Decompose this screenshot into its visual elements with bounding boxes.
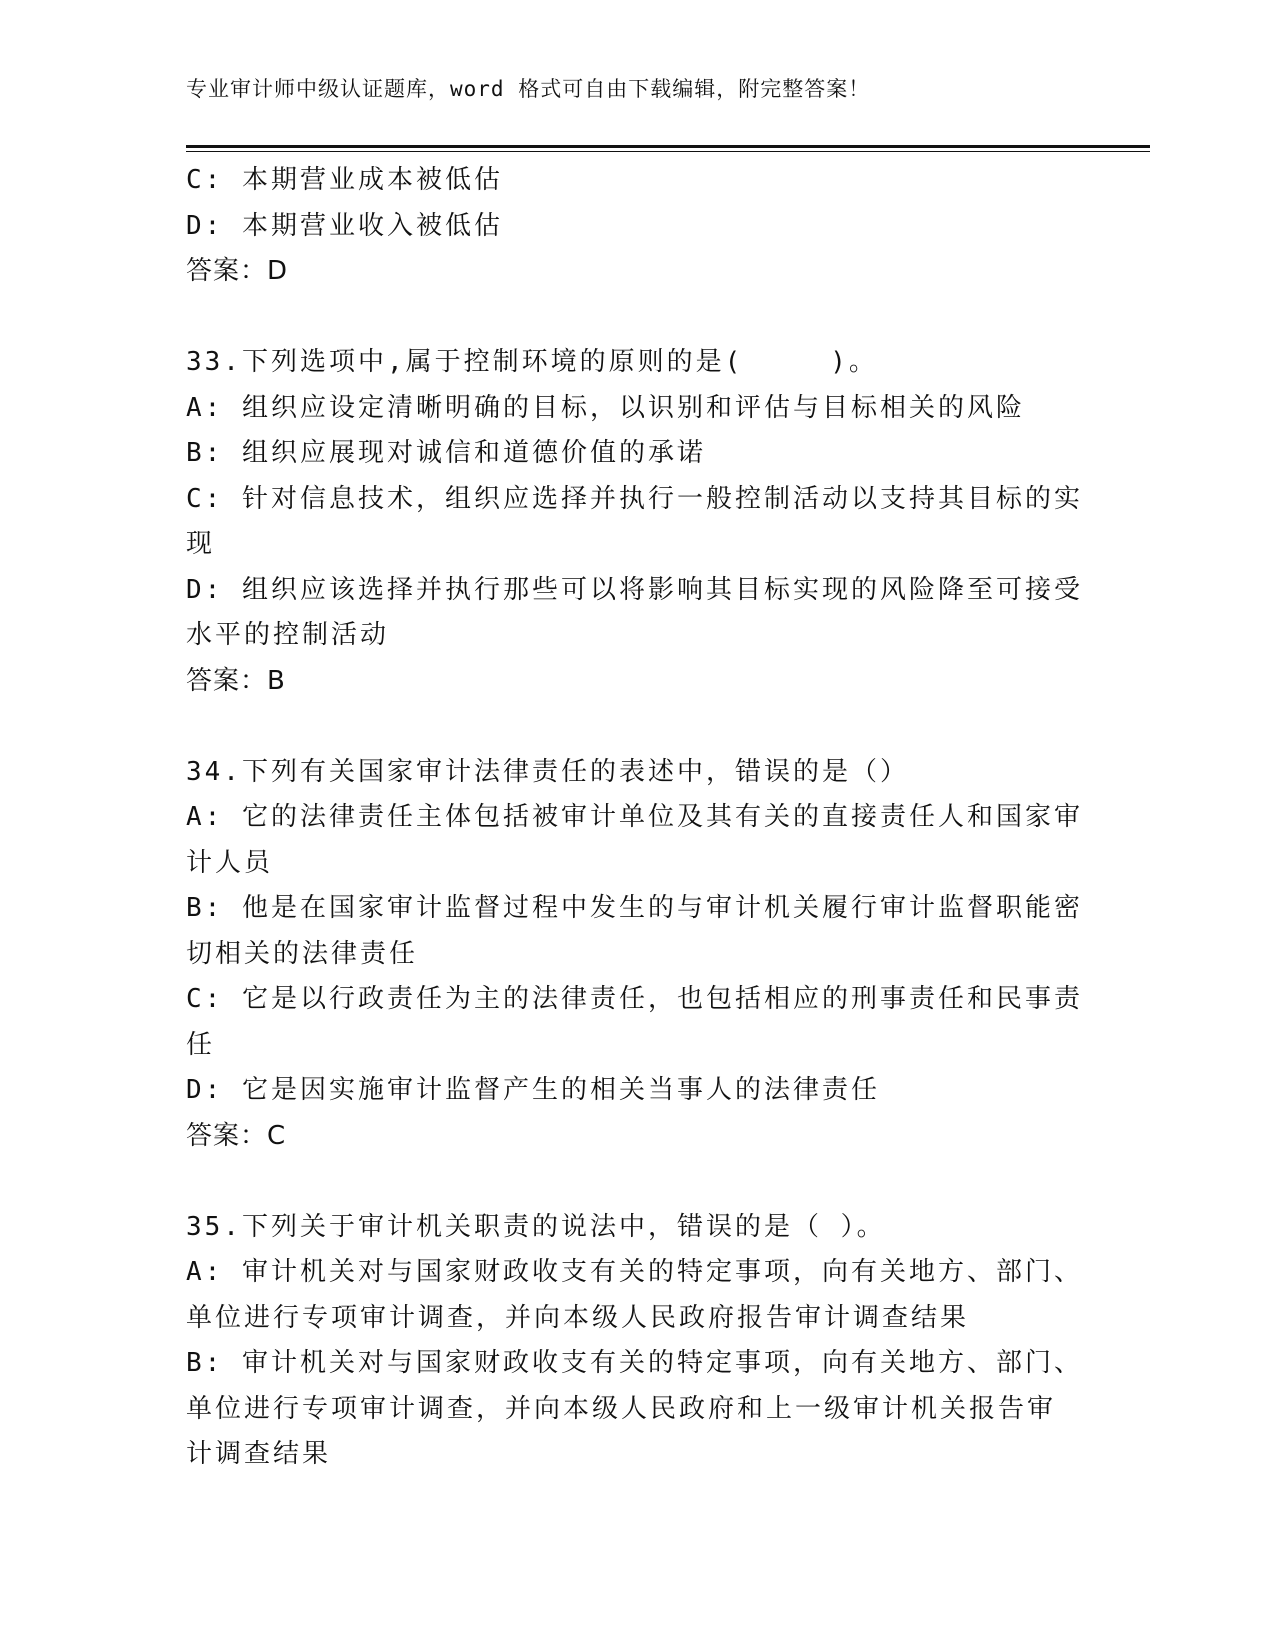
option-a: A: 审计机关对与国家财政收支有关的特定事项，向有关地方、部门、 [186, 1257, 1083, 1287]
option-d: D: 本期营业收入被低估 [186, 210, 503, 241]
option-b-continued: 单位进行专项审计调查，并向本级人民政府和上一级审计机关报告审 [186, 1393, 1057, 1424]
question-35 [186, 1205, 1086, 1478]
question-title: 33.下列选项中,属于控制环境的原则的是( )。 [186, 347, 878, 377]
option-c: C: 本期营业成本被低估 [186, 165, 503, 195]
document-header: 专业审计师中级认证题库，word 格式可自由下载编辑，附完整答案！ [186, 77, 871, 101]
option-b: B: 审计机关对与国家财政收支有关的特定事项，向有关地方、部门、 [186, 1348, 1083, 1378]
option-d-continued: 水平的控制活动 [186, 620, 390, 650]
question-32-tail [186, 158, 1086, 295]
option-c-continued: 现 [186, 529, 216, 559]
option-b: B: 他是在国家审计监督过程中发生的与审计机关履行审计监督职能密 [186, 893, 1083, 923]
spacer [186, 295, 1086, 341]
answer-line: 答案：C [186, 1120, 287, 1151]
document-body [186, 158, 1086, 1478]
spacer [186, 1159, 1086, 1205]
header-rule-thin [186, 151, 1150, 152]
option-b-continued: 计调查结果 [186, 1439, 332, 1469]
answer-line: 答案：B [186, 665, 286, 696]
question-34 [186, 750, 1086, 1160]
option-c: C: 针对信息技术，组织应选择并执行一般控制活动以支持其目标的实 [186, 483, 1083, 514]
option-d: D: 组织应该选择并执行那些可以将影响其目标实现的风险降至可接受 [186, 574, 1083, 605]
question-title: 34.下列有关国家审计法律责任的表述中，错误的是（） [186, 756, 909, 787]
option-a-continued: 计人员 [186, 847, 274, 878]
option-a: A: 组织应设定清晰明确的目标，以识别和评估与目标相关的风险 [186, 392, 1025, 423]
option-a-continued: 单位进行专项审计调查，并向本级人民政府报告审计调查结果 [186, 1302, 970, 1333]
header-rule-thick [186, 145, 1150, 148]
spacer [186, 704, 1086, 750]
option-b: B: 组织应展现对诚信和道德价值的承诺 [186, 438, 706, 468]
question-33 [186, 340, 1086, 704]
option-c-continued: 任 [186, 1029, 216, 1060]
question-title: 35.下列关于审计机关职责的说法中，错误的是（ ）。 [186, 1211, 886, 1242]
option-d: D: 它是因实施审计监督产生的相关当事人的法律责任 [186, 1075, 880, 1105]
answer-line: 答案：D [186, 256, 289, 286]
option-a: A: 它的法律责任主体包括被审计单位及其有关的直接责任人和国家审 [186, 802, 1083, 832]
option-b-continued: 切相关的法律责任 [186, 938, 419, 969]
option-c: C: 它是以行政责任为主的法律责任，也包括相应的刑事责任和民事责 [186, 984, 1083, 1014]
